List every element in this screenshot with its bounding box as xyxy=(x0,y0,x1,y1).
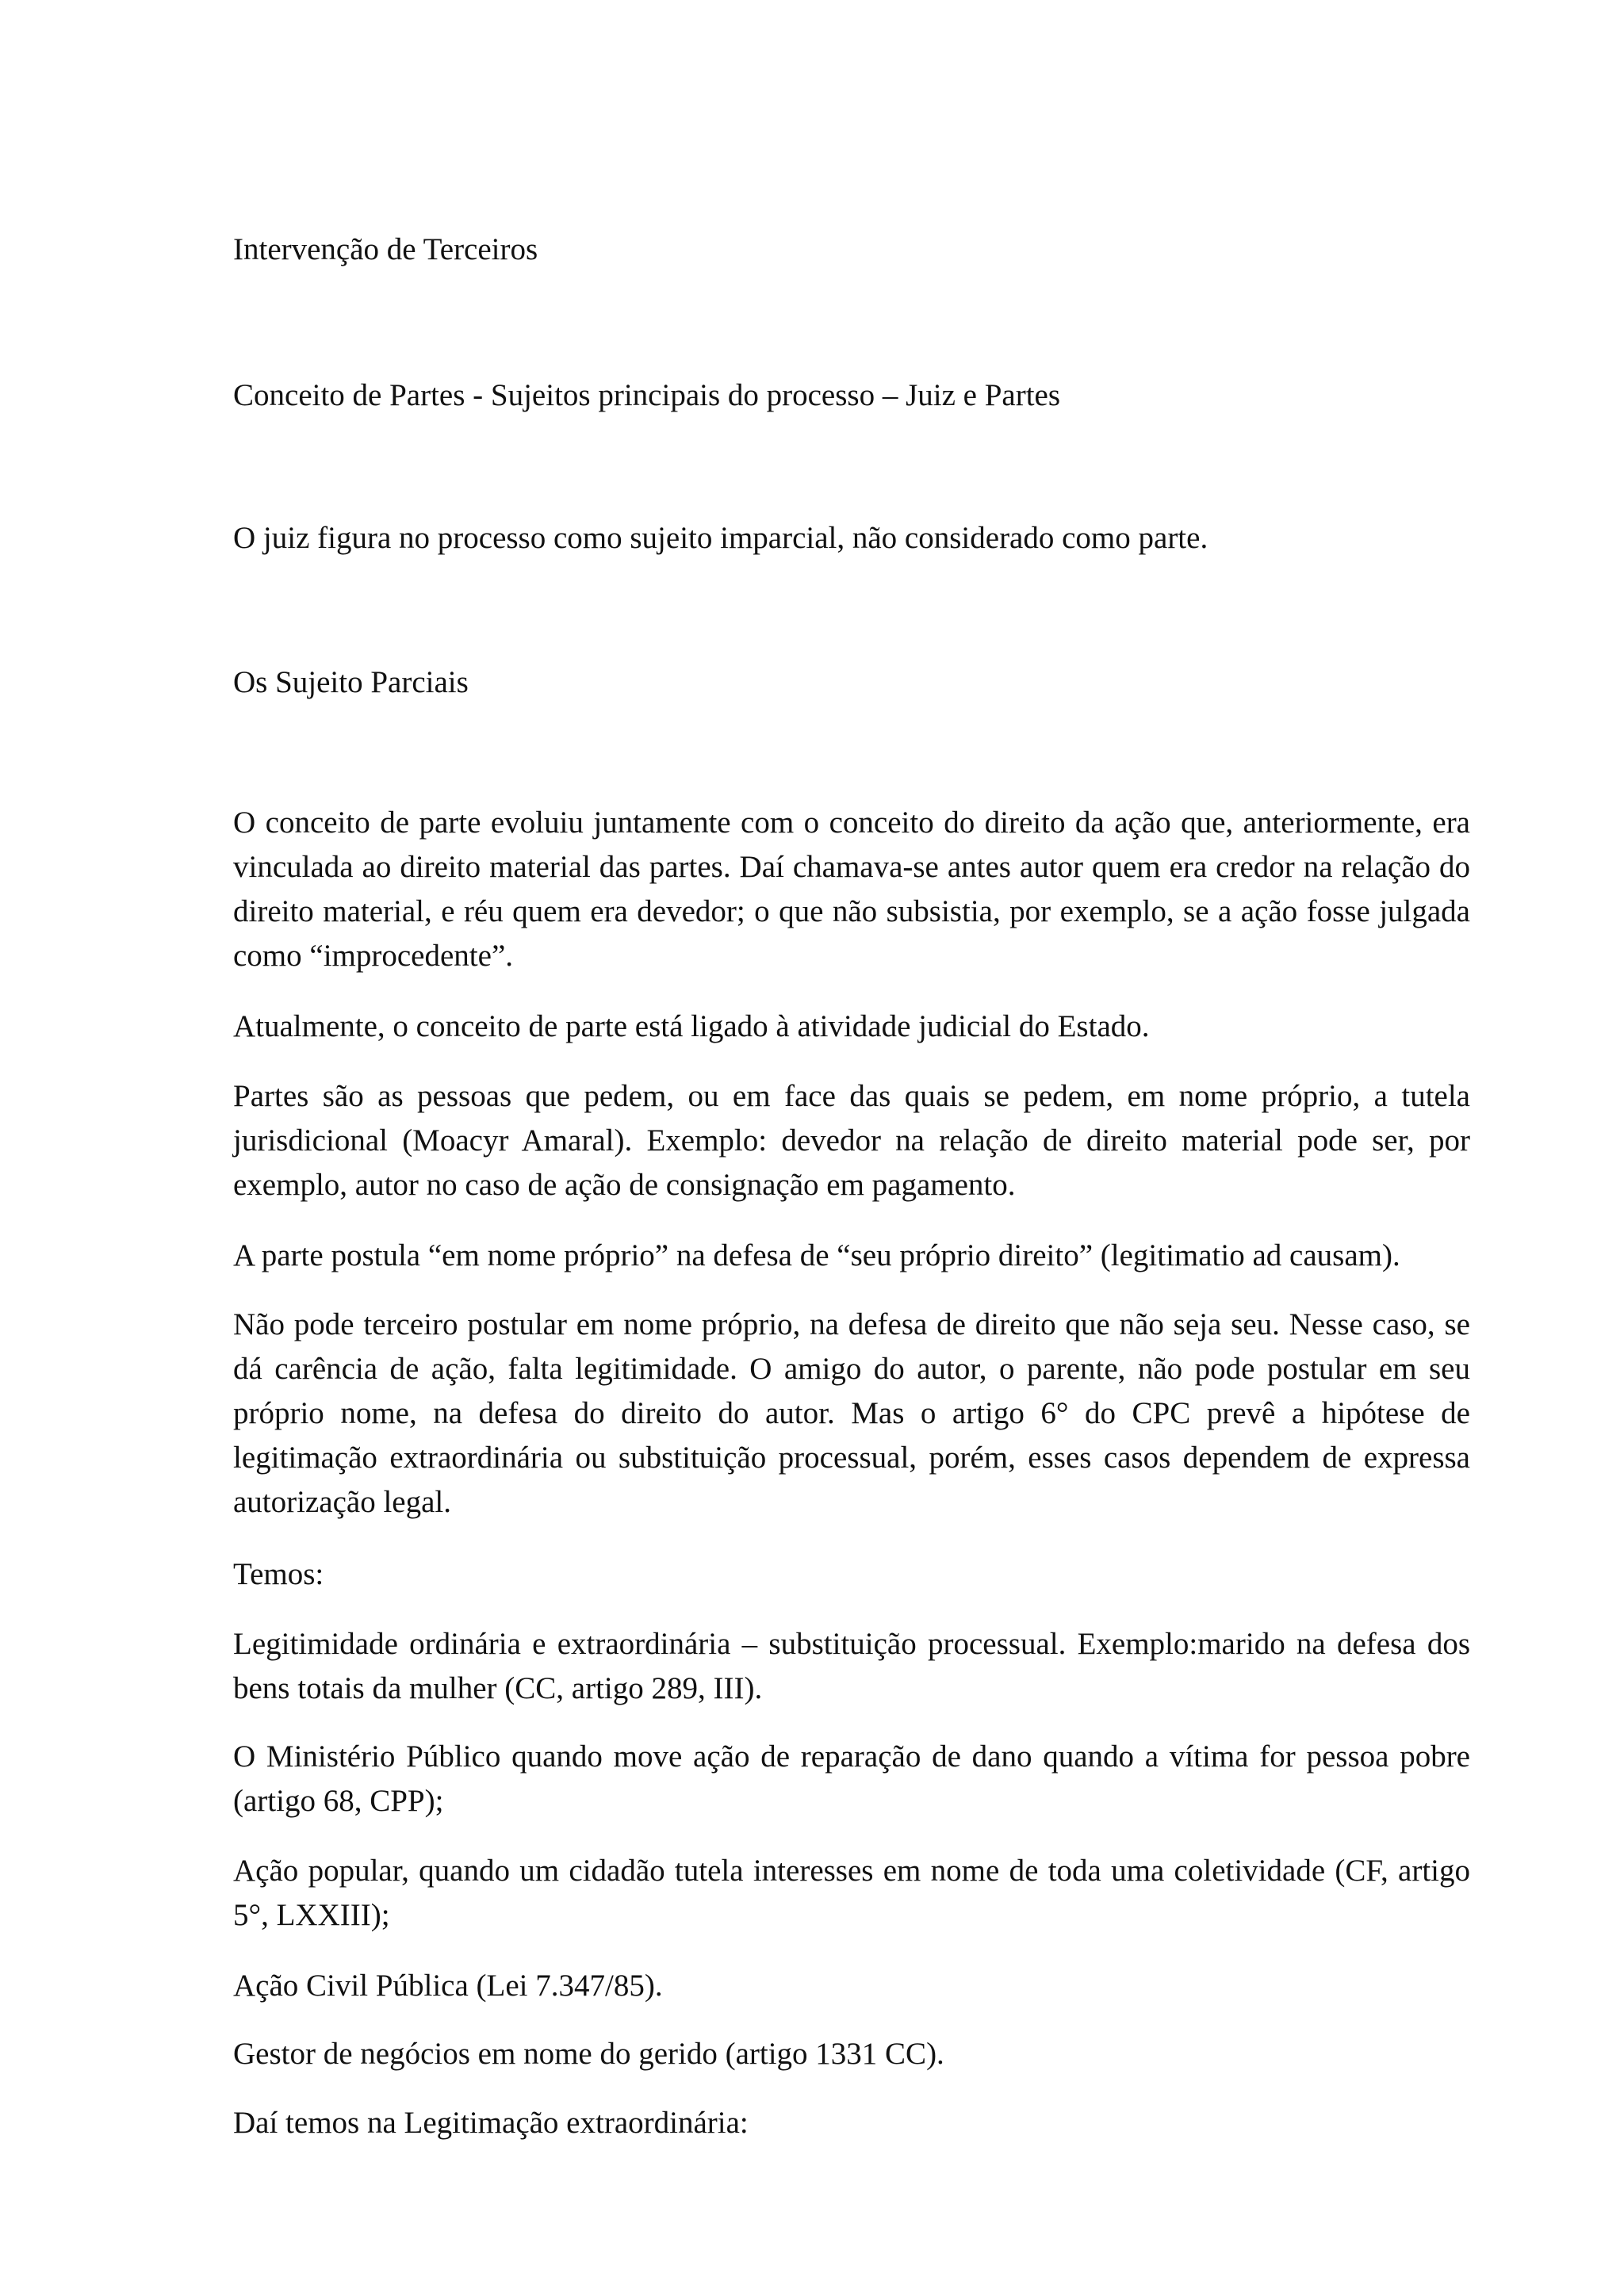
paragraph-parte-postula: A parte postula “em nome próprio” na defesa de “seu próprio direito” (legitimatio ad causam). xyxy=(233,1238,1400,1272)
paragraph-terceiro-postular: Não pode terceiro postular em nome próprio, na defesa de direito que não seja seu. Nesse caso, se dá carência de ação, falta legitimidade. O amigo do autor, o parente, não pode postular em seu próprio nome, na defesa do direito do autor. Mas o artigo 6° do CPC prevê a hipótese de legitimação extraordinária ou substituição processual, porém, esses casos dependem de expressa autorização legal. xyxy=(233,1307,1470,1519)
paragraph-temos: Temos: xyxy=(233,1557,324,1591)
subheading-sujeitos-parciais: Os Sujeito Parciais xyxy=(233,665,469,699)
paragraph-legitimidade: Legitimidade ordinária e extraordinária – substituição processual. Exemplo:marido na defesa dos bens totais da mulher (CC, artigo 289, III). xyxy=(233,1627,1470,1705)
paragraph-legitimacao-extraordinaria: Daí temos na Legitimação extraordinária: xyxy=(233,2106,749,2140)
paragraph-partes-definicao: Partes são as pessoas que pedem, ou em face das quais se pedem, em nome próprio, a tutela jurisdicional (Moacyr Amaral). Exemplo: devedor na relação de direito material pode ser, por exemplo, autor no caso de ação de consignação em pagamento. xyxy=(233,1079,1470,1202)
document-title: Intervenção de Terceiros xyxy=(233,232,538,266)
paragraph-conceito-parte: O conceito de parte evoluiu juntamente com o conceito do direito da ação que, anteriormente, era vinculada ao direito material das partes. Daí chamava-se antes autor quem era credor na relação do direito material, e réu quem era devedor; o que não subsistia, por exemplo, se a ação fosse julgada como “improcedente”. xyxy=(233,806,1470,973)
paragraph-ministerio-publico: O Ministério Público quando move ação de reparação de dano quando a vítima for pessoa pobre (artigo 68, CPP); xyxy=(233,1739,1470,1818)
paragraph-acao-civil-publica: Ação Civil Pública (Lei 7.347/85). xyxy=(233,1969,663,2003)
section-heading-partes: Conceito de Partes - Sujeitos principais do processo – Juiz e Partes xyxy=(233,378,1061,412)
paragraph-acao-popular: Ação popular, quando um cidadão tutela interesses em nome de toda uma coletividade (CF, artigo 5°, LXXIII); xyxy=(233,1854,1470,1932)
paragraph-atualmente: Atualmente, o conceito de parte está ligado à atividade judicial do Estado. xyxy=(233,1009,1150,1043)
paragraph-gestor-negocios: Gestor de negócios em nome do gerido (artigo 1331 CC). xyxy=(233,2037,944,2071)
juiz-statement: O juiz figura no processo como sujeito imparcial, não considerado como parte. xyxy=(233,521,1208,555)
